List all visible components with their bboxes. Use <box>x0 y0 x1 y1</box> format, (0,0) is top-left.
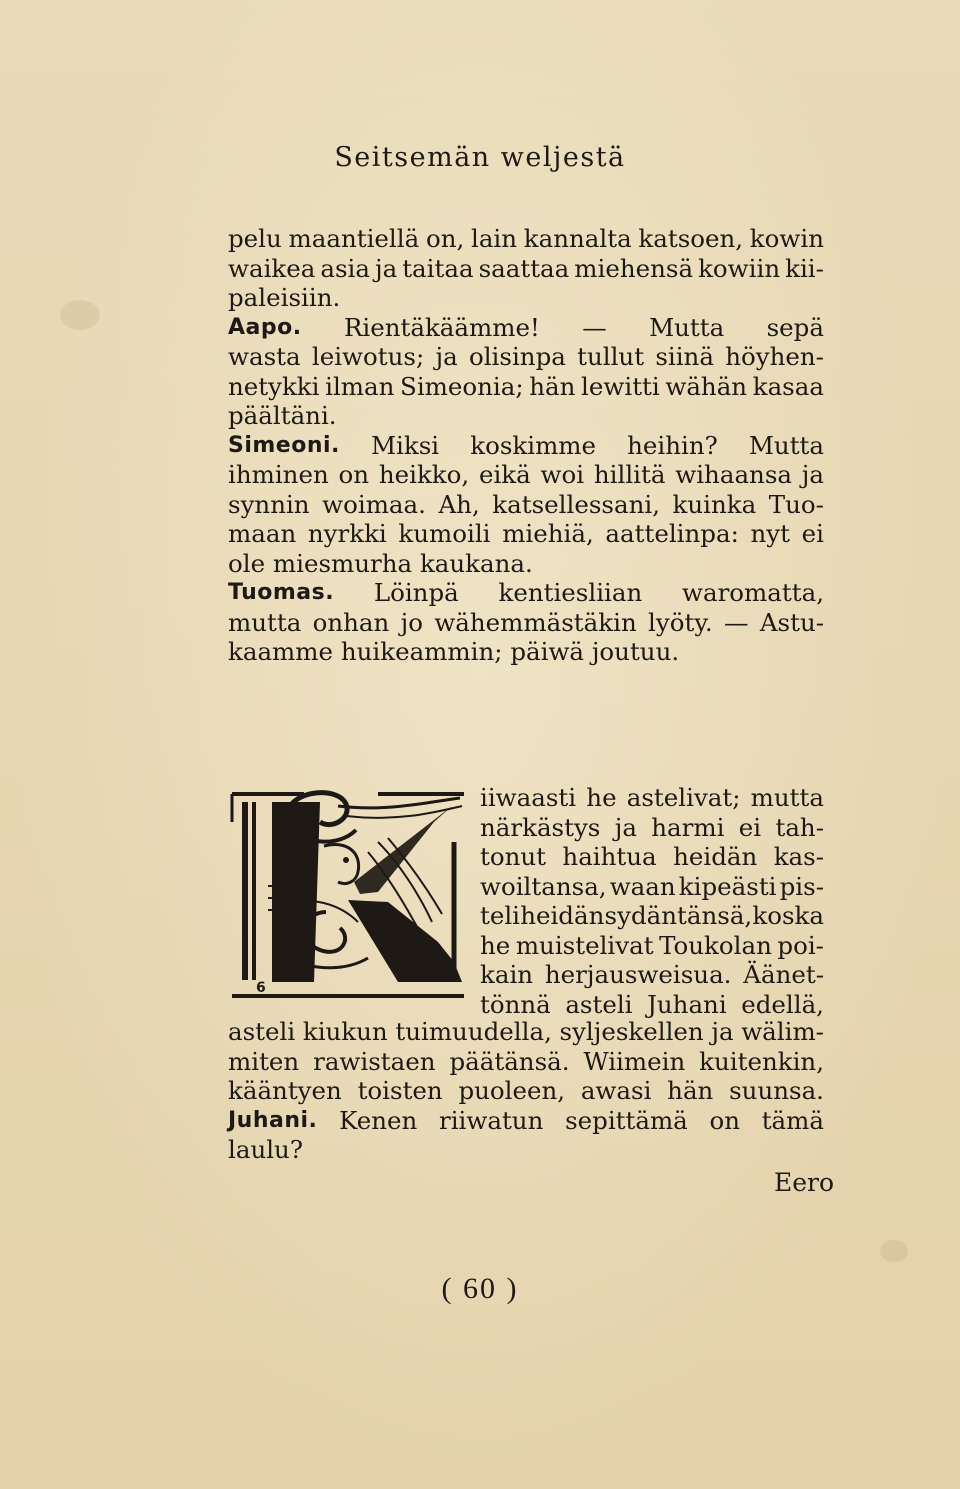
word: wälim- <box>741 1017 824 1046</box>
word: Tuo- <box>768 489 824 519</box>
text-line <box>480 872 824 902</box>
text-line <box>228 313 824 343</box>
word: lain <box>470 224 518 253</box>
word: pis- <box>779 871 824 901</box>
word: waikea <box>228 253 316 283</box>
word: ei <box>801 519 824 548</box>
word: kuinka <box>672 489 757 519</box>
word: on <box>709 1105 741 1135</box>
word: Simeonia; <box>400 371 524 401</box>
word: Miksi <box>370 430 440 460</box>
word: tämä <box>761 1105 824 1135</box>
decorative-initial-k <box>228 782 472 1006</box>
word: harmi <box>651 812 725 842</box>
word: maan <box>228 519 297 548</box>
word: leiwotus; <box>311 342 425 371</box>
word: taitaa <box>402 253 474 283</box>
word: Wiimein <box>583 1046 686 1076</box>
word: pelu <box>228 224 282 253</box>
text-line <box>480 990 824 1020</box>
word: he <box>480 930 511 960</box>
paper-stain <box>880 1240 908 1262</box>
word: muistelivat <box>515 930 654 960</box>
word: onhan <box>312 607 390 637</box>
word: toisten <box>357 1076 443 1105</box>
text-line <box>228 1106 824 1136</box>
word: — <box>724 607 749 637</box>
text-line <box>228 519 824 549</box>
word: Kenen <box>339 1105 418 1135</box>
word: tonut <box>480 842 546 871</box>
word: ja <box>801 460 824 489</box>
word: Löinpä <box>373 578 459 607</box>
text-block-beside-initial <box>480 783 824 1019</box>
initial-k-illustration <box>228 782 472 1006</box>
word: waan <box>609 871 676 901</box>
word: nyt <box>750 519 790 548</box>
text-line <box>228 342 824 372</box>
word: sydäntänsä, <box>604 901 753 930</box>
word: herjausweisua. <box>544 960 732 989</box>
word: kannalta <box>523 224 632 253</box>
word: saattaa <box>478 253 570 283</box>
word: tuimuudella, <box>395 1017 552 1046</box>
word: ja <box>614 812 637 842</box>
word: kas- <box>773 842 824 871</box>
word: asteli <box>228 1017 296 1046</box>
word: hillitä <box>593 460 666 489</box>
text-line <box>228 1047 824 1077</box>
word: riiwatun <box>439 1105 544 1135</box>
word: ja <box>711 1017 734 1046</box>
word: on, <box>425 224 465 253</box>
speaker-cue-eero: Eero <box>773 1168 834 1197</box>
word: — <box>582 312 607 342</box>
word: wasta <box>228 342 301 371</box>
word: miehiä, <box>502 519 594 548</box>
word: haihtua <box>562 842 657 871</box>
word: päältäni. <box>228 401 337 430</box>
word: jo <box>400 607 423 637</box>
word: kaukana. <box>419 548 533 578</box>
word: kowin <box>749 224 824 253</box>
word: on <box>338 460 370 489</box>
word: höyhen- <box>725 342 824 371</box>
word: katsellessani, <box>492 489 660 519</box>
word: ja <box>375 253 398 283</box>
word: tah- <box>775 812 824 842</box>
word: sepittämä <box>565 1105 688 1135</box>
artist-monogram: 6 <box>256 980 266 996</box>
text-line <box>480 960 824 990</box>
text-line <box>480 842 824 872</box>
word: huikeammin; <box>340 637 503 666</box>
text-block-bottom <box>228 1017 824 1165</box>
word: tönnä <box>480 989 551 1019</box>
word: kasaa <box>752 371 824 401</box>
text-line <box>228 460 824 490</box>
word: heikko, <box>378 460 470 489</box>
word: netykki <box>228 371 320 401</box>
word: mutta <box>750 783 824 812</box>
text-line <box>228 608 824 638</box>
word: koska <box>752 901 824 930</box>
text-line <box>228 401 824 431</box>
word: wähemmästäkin <box>434 607 637 637</box>
word: Juhani <box>647 989 727 1019</box>
text-line <box>228 431 824 461</box>
text-block-top <box>228 224 824 667</box>
word: ilman <box>325 371 395 401</box>
word: kiukun <box>302 1017 388 1046</box>
word: ole <box>228 548 266 578</box>
word: asteli <box>565 989 633 1019</box>
page-number: ( 60 ) <box>441 1272 519 1305</box>
word: lewitti <box>581 371 660 401</box>
word: Toukolan <box>659 930 772 960</box>
word: awasi <box>580 1076 652 1105</box>
word: Mutta <box>748 430 824 460</box>
word: suunsa. <box>729 1076 824 1105</box>
text-line <box>480 783 824 813</box>
word: päiwä <box>510 637 585 666</box>
word: kuitenkin, <box>699 1046 824 1076</box>
word: ihminen <box>228 460 329 489</box>
word: woiltansa, <box>480 871 607 901</box>
word: heidän <box>673 842 758 871</box>
word: iiwaasti <box>480 783 577 812</box>
word: miten <box>228 1046 300 1076</box>
word: heidän <box>520 901 605 930</box>
word: kentiesliian <box>498 578 643 607</box>
word: kääntyen <box>228 1076 342 1105</box>
word: he <box>586 783 617 812</box>
word: puoleen, <box>458 1076 566 1105</box>
word: Ah, <box>438 489 480 519</box>
word: waromatta, <box>682 578 824 607</box>
text-line <box>228 578 824 608</box>
text-line <box>480 901 824 931</box>
word: olisinpa <box>468 342 566 371</box>
word: ei <box>738 812 762 842</box>
word: kipeästi <box>678 871 777 901</box>
text-line <box>228 1076 824 1106</box>
word: tullut <box>577 342 645 371</box>
text-line <box>480 813 824 843</box>
word: synnin <box>228 489 310 519</box>
word: astelivat; <box>626 783 741 812</box>
word: hän <box>529 371 576 401</box>
word: joutuu. <box>591 637 680 666</box>
word: asia <box>320 253 370 283</box>
word: laulu? <box>228 1135 303 1164</box>
paper-stain <box>60 300 100 330</box>
word: woi <box>540 460 585 489</box>
text-line <box>228 283 824 313</box>
text-line <box>228 1135 824 1165</box>
word: paleisiin. <box>228 283 341 312</box>
text-line <box>228 490 824 520</box>
word: kowiin <box>698 253 781 283</box>
text-line <box>228 637 824 667</box>
word: Astu- <box>759 607 824 637</box>
text-line <box>228 224 824 254</box>
word: nyrkki <box>307 519 387 548</box>
word: kain <box>480 960 534 989</box>
speaker-name: Juhani. <box>228 1107 318 1133</box>
word: poi- <box>777 930 824 960</box>
word: Mutta <box>649 312 725 342</box>
word: ja <box>435 342 458 371</box>
word: koskimme <box>470 430 597 460</box>
word: Äänet- <box>743 960 824 989</box>
text-line <box>228 372 824 402</box>
word: mutta <box>228 607 302 637</box>
word: miesmurha <box>272 548 413 578</box>
speaker-name: Aapo. <box>228 314 302 340</box>
text-line <box>228 549 824 579</box>
word: maantiellä <box>288 224 420 253</box>
word: katsoen, <box>638 224 744 253</box>
word: aattelinpa: <box>605 519 739 548</box>
word: siinä <box>655 342 714 371</box>
word: kii- <box>785 253 824 283</box>
word: wähän <box>665 371 748 401</box>
word: wihaansa <box>675 460 793 489</box>
word: heihin? <box>627 430 718 460</box>
text-line <box>228 254 824 284</box>
word: rawistaen <box>313 1046 436 1076</box>
word: päätänsä. <box>449 1046 570 1076</box>
word: närkästys <box>480 812 601 842</box>
speaker-name: Simeoni. <box>228 432 340 458</box>
running-title: Seitsemän weljestä <box>334 142 626 173</box>
word: miehensä <box>574 253 694 283</box>
text-line <box>480 931 824 961</box>
word: woimaa. <box>322 489 426 519</box>
word: hän <box>667 1076 714 1105</box>
text-line <box>228 1017 824 1047</box>
word: kumoili <box>398 519 491 548</box>
word: eikä <box>478 460 531 489</box>
word: Rientäkäämme! <box>343 312 540 342</box>
word: teli <box>480 901 521 930</box>
speaker-name: Tuomas. <box>228 580 335 605</box>
word: sepä <box>766 312 824 342</box>
word: lyöty. <box>648 607 713 637</box>
word: edellä, <box>741 989 824 1019</box>
word: kaamme <box>228 637 334 666</box>
word: syljeskellen <box>559 1017 704 1046</box>
